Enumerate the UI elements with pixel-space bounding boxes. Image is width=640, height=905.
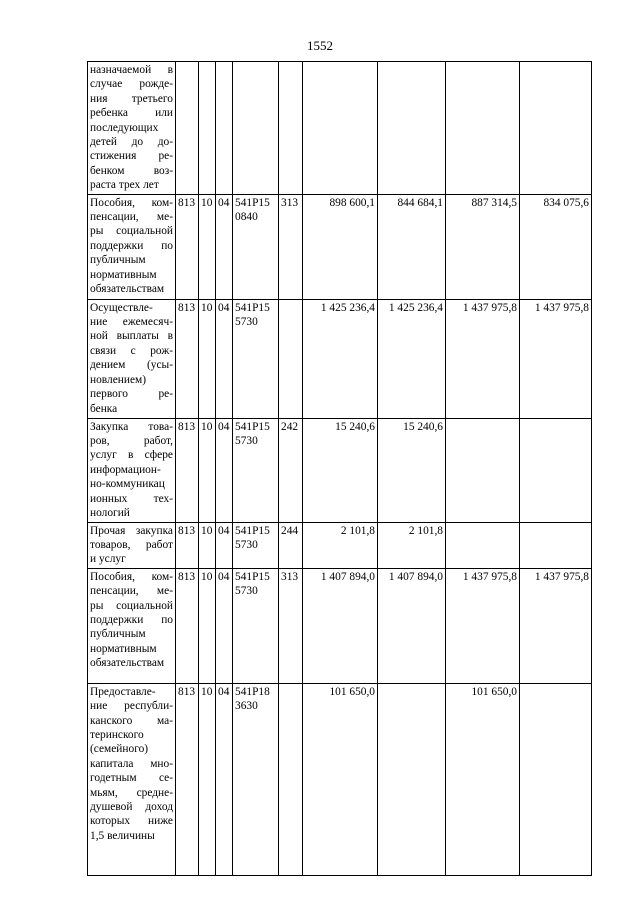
section-code-cell: 10 bbox=[199, 683, 216, 875]
target-article-cell bbox=[233, 683, 279, 875]
section-code-cell: 10 bbox=[199, 194, 216, 299]
description-line: Пособия, ком- bbox=[90, 570, 173, 583]
target-article-part: 0840 bbox=[235, 211, 258, 224]
ministry-code-cell: 813 bbox=[176, 299, 199, 418]
description-line: ние ежемесяч- bbox=[90, 316, 173, 329]
target-article-part: 541P18 bbox=[235, 685, 270, 698]
target-article-cell bbox=[233, 299, 279, 418]
description-line: ры социальной bbox=[90, 599, 173, 612]
amount-cell-3: 1 437 975,8 bbox=[446, 299, 520, 418]
subsection-code-cell: 04 bbox=[216, 194, 233, 299]
target-article-part: 5730 bbox=[235, 316, 258, 329]
page-number: 1552 bbox=[307, 38, 333, 53]
expense-type-cell: 242 bbox=[279, 418, 303, 522]
ministry-code-cell: 813 bbox=[176, 194, 199, 299]
section-code-cell: 10 bbox=[199, 568, 216, 683]
description-line: дением (усы- bbox=[90, 359, 173, 372]
amount-cell-4: 834 075,6 bbox=[520, 194, 592, 299]
target-article-cell bbox=[233, 568, 279, 683]
description-line: Осуществле- bbox=[90, 301, 153, 314]
table-row bbox=[88, 418, 592, 522]
description-line: случае рожде- bbox=[90, 78, 173, 91]
description-line: услуг в сфере bbox=[90, 449, 173, 462]
description-line: 1,5 величины bbox=[90, 829, 155, 842]
amount-cell-1: 1 407 894,0 bbox=[303, 568, 378, 683]
description-line: детей до до- bbox=[90, 136, 173, 149]
amount-cell-3 bbox=[446, 418, 520, 522]
ministry-code-cell: 813 bbox=[176, 522, 199, 568]
subsection-code-cell: 04 bbox=[216, 683, 233, 875]
amount-cell-2: 1 407 894,0 bbox=[378, 568, 446, 683]
row-description bbox=[88, 194, 176, 299]
amount-cell-4 bbox=[520, 522, 592, 568]
target-article-cell bbox=[233, 522, 279, 568]
ministry-code-cell bbox=[176, 62, 199, 195]
ministry-code-cell: 813 bbox=[176, 418, 199, 522]
table-row bbox=[88, 568, 592, 683]
amount-cell-2: 844 684,1 bbox=[378, 194, 446, 299]
subsection-code-cell: 04 bbox=[216, 522, 233, 568]
section-code-cell bbox=[199, 62, 216, 195]
description-line: бенка bbox=[90, 402, 118, 415]
target-article-cell bbox=[233, 62, 279, 195]
description-line: ры социальной bbox=[90, 225, 173, 238]
table-row bbox=[88, 62, 592, 195]
description-line: ние республи- bbox=[90, 700, 173, 713]
target-article-cell bbox=[233, 418, 279, 522]
subsection-code-cell: 04 bbox=[216, 568, 233, 683]
description-line: последующих bbox=[90, 121, 159, 134]
amount-cell-4 bbox=[520, 683, 592, 875]
description-line: назначаемой в bbox=[90, 64, 173, 76]
amount-cell-1 bbox=[303, 62, 378, 195]
expense-type-cell: 244 bbox=[279, 522, 303, 568]
description-line: товаров, работ bbox=[90, 538, 173, 551]
expense-type-cell: 313 bbox=[279, 194, 303, 299]
amount-cell-1: 15 240,6 bbox=[303, 418, 378, 522]
description-line: ния третьего bbox=[90, 92, 173, 105]
subsection-code-cell bbox=[216, 62, 233, 195]
description-line: стижения ре- bbox=[90, 150, 173, 163]
subsection-code-cell: 04 bbox=[216, 418, 233, 522]
row-description bbox=[88, 522, 176, 568]
expense-type-cell bbox=[279, 683, 303, 875]
description-line: капитала мно- bbox=[90, 757, 173, 770]
amount-cell-1: 1 425 236,4 bbox=[303, 299, 378, 418]
amount-cell-1: 101 650,0 bbox=[303, 683, 378, 875]
description-line: обязательствам bbox=[90, 283, 165, 296]
description-line: но-коммуникац bbox=[90, 478, 165, 491]
description-line: публичным bbox=[90, 254, 146, 267]
description-line: Закупка това- bbox=[90, 420, 173, 433]
description-line: Пособия, ком- bbox=[90, 196, 173, 209]
target-article-part: 541P15 bbox=[235, 570, 270, 583]
description-line: Прочая закупка bbox=[90, 524, 173, 537]
expense-type-cell bbox=[279, 299, 303, 418]
description-line: раста трех лет bbox=[90, 179, 159, 192]
amount-cell-2: 2 101,8 bbox=[378, 522, 446, 568]
section-code-cell: 10 bbox=[199, 299, 216, 418]
expense-type-cell bbox=[279, 62, 303, 195]
amount-cell-4 bbox=[520, 418, 592, 522]
description-line: связи с рож- bbox=[90, 344, 173, 357]
target-article-part: 3630 bbox=[235, 700, 258, 713]
description-line: поддержки по bbox=[90, 613, 173, 626]
description-line: ров, работ, bbox=[90, 435, 173, 448]
description-line: новлением) bbox=[90, 373, 147, 386]
target-article-part: 541P15 bbox=[235, 301, 270, 314]
description-line: информацион- bbox=[90, 463, 161, 476]
section-code-cell: 10 bbox=[199, 418, 216, 522]
amount-cell-3 bbox=[446, 522, 520, 568]
description-line: поддержки по bbox=[90, 239, 173, 252]
description-line: нормативным bbox=[90, 642, 157, 655]
description-line: Предоставле- bbox=[90, 685, 156, 698]
target-article-part: 541P15 bbox=[235, 420, 270, 433]
subsection-code-cell: 04 bbox=[216, 299, 233, 418]
amount-cell-2: 15 240,6 bbox=[378, 418, 446, 522]
description-line: нологий bbox=[90, 507, 130, 520]
target-article-part: 5730 bbox=[235, 538, 258, 551]
row-description bbox=[88, 568, 176, 683]
description-line: бенком воз- bbox=[90, 164, 173, 177]
amount-cell-1: 898 600,1 bbox=[303, 194, 378, 299]
amount-cell-2: 1 425 236,4 bbox=[378, 299, 446, 418]
amount-cell-3: 101 650,0 bbox=[446, 683, 520, 875]
description-line: и услуг bbox=[90, 553, 126, 566]
amount-cell-3: 887 314,5 bbox=[446, 194, 520, 299]
description-line: ребенка или bbox=[90, 107, 173, 120]
description-line: ной выплаты в bbox=[90, 330, 173, 343]
description-line: ионных тех- bbox=[90, 492, 173, 505]
amount-cell-1: 2 101,8 bbox=[303, 522, 378, 568]
table-row bbox=[88, 683, 592, 875]
target-article-part: 5730 bbox=[235, 435, 258, 448]
row-description bbox=[88, 62, 176, 195]
target-article-part: 541P15 bbox=[235, 524, 270, 537]
description-line: пенсации, ме- bbox=[90, 585, 173, 598]
description-line: обязательствам bbox=[90, 657, 165, 670]
row-description bbox=[88, 299, 176, 418]
description-line: которых ниже bbox=[90, 815, 173, 828]
expense-type-cell: 313 bbox=[279, 568, 303, 683]
row-description bbox=[88, 683, 176, 875]
description-line: мьям, средне- bbox=[90, 786, 173, 799]
description-line: публичным bbox=[90, 628, 146, 641]
section-code-cell: 10 bbox=[199, 522, 216, 568]
amount-cell-3 bbox=[446, 62, 520, 195]
target-article-part: 541P15 bbox=[235, 196, 270, 209]
description-line: (семейного) bbox=[90, 743, 149, 756]
row-description bbox=[88, 418, 176, 522]
amount-cell-2 bbox=[378, 62, 446, 195]
amount-cell-4 bbox=[520, 62, 592, 195]
budget-table bbox=[87, 61, 592, 876]
description-line: теринского bbox=[90, 728, 144, 741]
description-line: нормативным bbox=[90, 268, 157, 281]
ministry-code-cell: 813 bbox=[176, 683, 199, 875]
amount-cell-3: 1 437 975,8 bbox=[446, 568, 520, 683]
amount-cell-2 bbox=[378, 683, 446, 875]
description-line: годетным се- bbox=[90, 772, 173, 785]
amount-cell-4: 1 437 975,8 bbox=[520, 299, 592, 418]
description-line: пенсации, ме- bbox=[90, 211, 173, 224]
description-line: душевой доход bbox=[90, 800, 173, 813]
target-article-cell bbox=[233, 194, 279, 299]
ministry-code-cell: 813 bbox=[176, 568, 199, 683]
table-row bbox=[88, 299, 592, 418]
amount-cell-4: 1 437 975,8 bbox=[520, 568, 592, 683]
table-row bbox=[88, 522, 592, 568]
description-line: первого ре- bbox=[90, 388, 173, 401]
table-row bbox=[88, 194, 592, 299]
target-article-part: 5730 bbox=[235, 585, 258, 598]
description-line: канского ма- bbox=[90, 714, 173, 727]
